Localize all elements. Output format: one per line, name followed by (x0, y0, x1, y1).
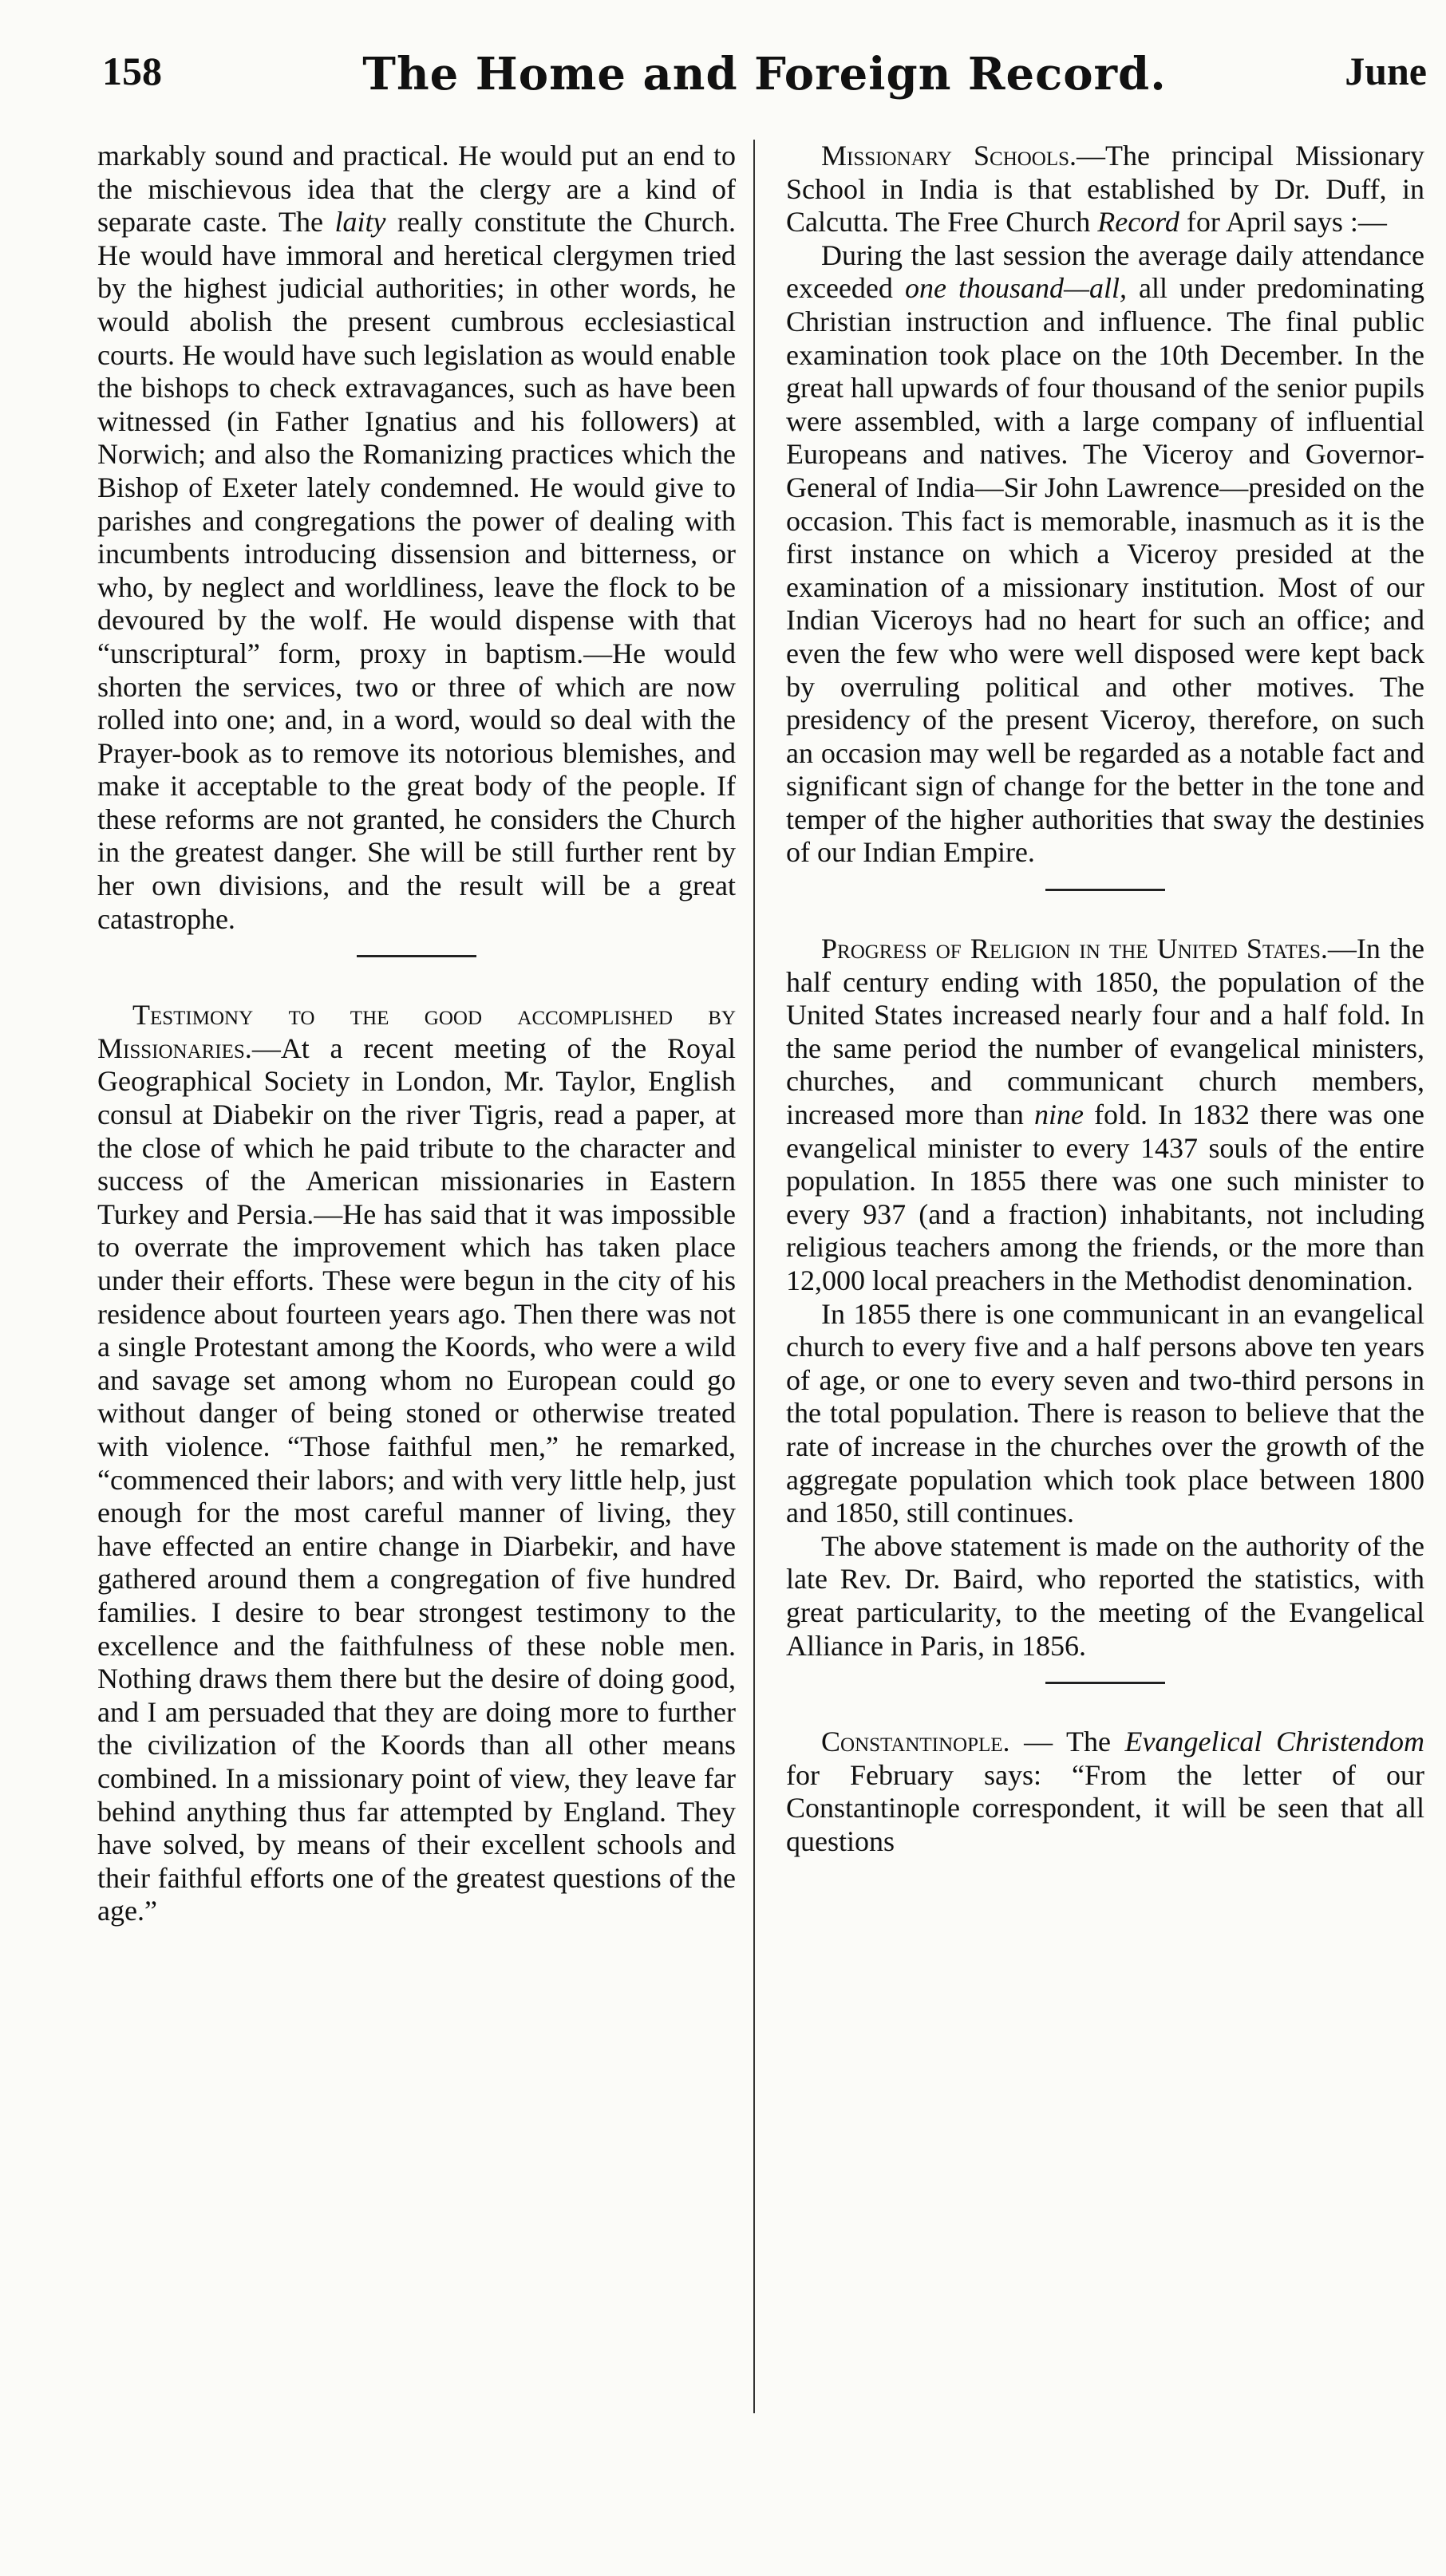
text-run-italic: one thousand—all, (904, 272, 1127, 305)
section-separator (1045, 1682, 1165, 1684)
article-missionary-schools (786, 140, 1424, 239)
text-run: markably sound and practical. He would put an end to the mischievous idea that the clergy are a kind of separate caste. The (97, 140, 736, 239)
right-column (786, 140, 1424, 1859)
text-run: fold. In 1832 there was one evangelical minister to every 1437 souls of the entire population. In 1855 there was one such minister to every 937 (and a fraction) inhabitants, not including religious teachers among the friends, or the more than 12,000 local preachers in the Methodist denomination. (786, 1099, 1424, 1296)
article-progress-religion (786, 933, 1424, 1298)
text-run-italic: laity (334, 206, 386, 239)
issue-month: June (1345, 49, 1427, 93)
text-run: —The principal Missionary School in India is that established by Dr. Duff, in Calcutta. The Free Church (786, 140, 1425, 239)
text-run: all under predominating Christian instruction and influence. The final public examination took place on the 10th December. In the great hall upwards of four thousand of the senior pupils were assembled, with a large company of influential Europeans and natives. The Viceroy and Governor-General of India—Sir John Lawrence—presided on the occasion. This fact is memorable, inasmuch as it is the first instance on which a Viceroy presided at the examination of a missionary institution. Most of our Indian Viceroys had no heart for such an office; and even the few who were well disposed were kept back by overruling political and other motives. The presidency of the present Viceroy, therefore, on such an occasion may well be regarded as a notable fact and significant sign of change for the better in the tone and temper of the higher authorities that sway the destinies of our Indian Empire. (786, 272, 1424, 869)
text-run-italic: nine (1033, 1099, 1084, 1131)
article-heading: Missionary Schools. (821, 140, 1077, 172)
left-column (97, 140, 736, 1928)
article-constantinople (786, 1726, 1424, 1858)
text-run: —In the half century ending with 1850, the population of the United States increased nearly four and a half fold. In the same period the number of evangelical ministers, churches, and communicant church members, increased more than (786, 933, 1424, 1131)
text-run: for April says :— (1179, 206, 1387, 239)
running-title: The Home and Foreign Record. (362, 48, 1167, 101)
text-run: During the last session the average daily attendance exceeded (786, 239, 1424, 305)
page-number: 158 (102, 49, 162, 93)
article-testimony (97, 999, 736, 1928)
paragraph: The above statement is made on the authority of the late Rev. Dr. Baird, who reported the statistics, with great particularity, to the meeting of the Evangelical Alliance in Paris, in 1856. (786, 1529, 1424, 1662)
text-run: really constitute the Church. He would have immoral and heretical clergymen tried by the highest judicial authorities; in other words, he would abolish the present cumbrous ecclesiastical courts. He would have such legislation as would enable the bishops to check extravagances, such as have been witnessed (in Father Ignatius and his followers) at Norwich; and also the Romanizing practices which the Bishop of Exeter lately condemned. He would give to parishes and congregations the power of dealing with incumbents introducing dissension and bitterness, or who, by neglect and worldliness, leave the flock to be devoured by the wolf. He would dispense with that “unscriptural” form, proxy in baptism.—He would shorten the services, two or three of which are now rolled into one; and, in a word, would so deal with the Prayer-book as to remove its notorious blemishes, and make it acceptable to the great body of the people. If these reforms are not granted, he considers the Church in the greatest danger. She will be still further rent by her own divisions, and the result will be a great catastrophe. (97, 206, 736, 935)
article-heading: Progress of Religion in the United States. (821, 933, 1328, 965)
paragraph: In 1855 there is one communicant in an evangelical church to every five and a half persons above ten years of age, or one to every seven and two-third persons in the total population. There is reason to believe that the rate of increase in the churches over the growth of the aggregate population which took place between 1800 and 1850, still continues. (786, 1297, 1424, 1529)
text-run: for February says: “From the letter of our Constantinople correspondent, it will be seen that all questions (786, 1758, 1424, 1857)
column-rule (753, 140, 755, 2413)
text-run: —At a recent meeting of the Royal Geographical Society in London, Mr. Taylor, English consul at Diabekir on the river Tigris, read a paper, at the close of which he paid tribute to the character and success of the American missionaries in Eastern Turkey and Persia.—He has said that it was impossible to overrate the improvement which has taken place under their efforts. These were begun in the city of his residence about fourteen years ago. Then there was not a single Protestant among the Koords, who were a wild and savage set among whom no European could go without danger of being stoned or otherwise treated with violence. “Those faithful men,” he remarked, “commenced their labors; and with very little help, just enough for the most careful manner of living, they have effected an entire change in Diarbekir, and have gathered around them a congregation of five hundred families. I desire to bear strongest testimony to the excellence and the faithfulness of these noble men. Nothing draws them there but the desire of doing good, and I am persuaded that they are doing more to further the civilization of the Koords than all other means combined. In a missionary point of view, they leave far behind anything thus far attempted by England. They have solved, by means of their excellent schools and their faithful efforts one of the greatest questions of the age.” (97, 1032, 736, 1927)
section-separator (357, 955, 476, 957)
text-run-italic: Evangelical Christendom (1124, 1726, 1424, 1758)
article-heading: Testimony to the good accomplished by Missionaries. (97, 999, 736, 1064)
article-heading: Constantinople. (821, 1726, 1010, 1758)
text-run-italic: Record (1097, 206, 1179, 239)
article-continuation (97, 140, 736, 936)
section-separator (1045, 889, 1165, 891)
quoted-paragraph (786, 239, 1424, 870)
page-header (102, 48, 1427, 112)
text-run: — The (1009, 1726, 1125, 1758)
